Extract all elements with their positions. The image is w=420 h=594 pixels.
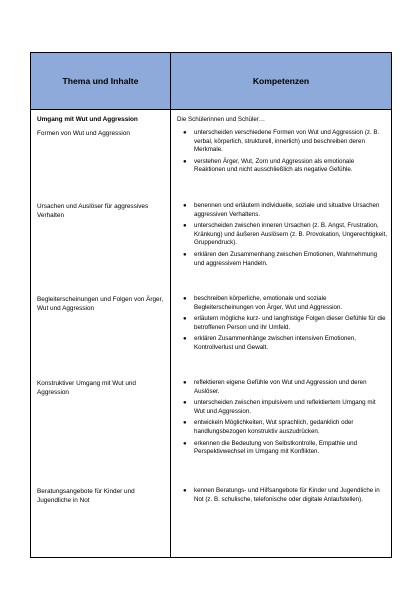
bullet-icon: ● bbox=[183, 296, 187, 302]
competency-block bbox=[177, 379, 387, 487]
competency-list bbox=[177, 487, 387, 504]
topic-block bbox=[37, 379, 166, 487]
list-item-text: erkennen die Bedeutung von Selbstkontrolle, Empathie und Perspektivwechsel im Umgang mit Konflikten. bbox=[194, 439, 358, 456]
list-item bbox=[183, 399, 387, 416]
topic-block bbox=[37, 129, 166, 202]
list-item-text: erläutern mögliche kurz- und langfristige Folgen dieser Gefühle für die betroffenen Person und ihr Umfeld. bbox=[194, 315, 386, 331]
list-item bbox=[183, 419, 387, 436]
list-item bbox=[183, 129, 387, 155]
list-item bbox=[183, 250, 387, 268]
list-item-text: unterscheiden zwischen inneren Ursachen (z. B. Angst, Frustration, Kränkung) und äußeren Auslösern (z. B. Provokation, Ungerechtigkeit, Gruppendruck). bbox=[194, 222, 387, 247]
list-item bbox=[183, 157, 387, 175]
topic-label: Konstruktiver Umgang mit Wut und Aggression bbox=[37, 380, 136, 396]
list-item bbox=[183, 295, 387, 312]
bullet-icon: ● bbox=[183, 400, 187, 407]
list-item-text: unterscheiden verschiedene Formen von Wut und Aggression (z. B. verbal, körperlich, strukturell, innerlich) und beschreiben deren Merkmale. bbox=[194, 129, 380, 154]
competency-list bbox=[177, 129, 387, 175]
topic-label: Beratungsangebote für Kinder und Jugendliche in Not bbox=[37, 488, 135, 504]
table-body-row bbox=[31, 110, 392, 558]
bullet-icon: ● bbox=[183, 420, 187, 427]
header-competencies: Kompetenzen bbox=[171, 53, 392, 110]
list-item bbox=[183, 487, 387, 504]
list-item-text: benennen und erläutern individuelle, soziale und situative Ursachen aggressiven Verhaltens. bbox=[194, 202, 380, 218]
bullet-icon: ● bbox=[183, 203, 187, 209]
bullet-icon: ● bbox=[183, 316, 187, 323]
bullet-icon: ● bbox=[183, 440, 187, 447]
table-header-row bbox=[31, 53, 392, 110]
list-item bbox=[183, 439, 387, 457]
competency-list bbox=[177, 202, 387, 268]
bullet-icon: ● bbox=[183, 251, 187, 258]
section-title: Umgang mit Wut und Aggression bbox=[37, 116, 138, 123]
bullet-icon: ● bbox=[183, 336, 187, 343]
list-item-text: unterscheiden zwischen impulsivem und reflektiertem Umgang mit Wut und Aggression. bbox=[194, 399, 376, 415]
list-item-text: reflektieren eigene Gefühle von Wut und Aggression und deren Auslöser. bbox=[194, 379, 367, 395]
competency-list bbox=[177, 379, 387, 457]
list-item bbox=[183, 379, 387, 396]
topic-block bbox=[37, 487, 166, 557]
topic-label: Formen von Wut und Aggression bbox=[37, 130, 130, 137]
topic-label: Begleiterscheinungen und Folgen von Ärger, Wut und Aggression bbox=[37, 296, 164, 312]
list-item bbox=[183, 202, 387, 219]
bullet-icon: ● bbox=[183, 130, 187, 136]
list-item-text: erklären den Zusammenhang zwischen Emotionen, Wahrnehmung und aggressivem Handeln. bbox=[194, 250, 378, 267]
list-item bbox=[183, 222, 387, 248]
competency-block bbox=[177, 202, 387, 295]
list-item bbox=[183, 335, 387, 352]
topic-block bbox=[37, 295, 166, 379]
topics-cell bbox=[31, 110, 171, 558]
bullet-icon: ● bbox=[183, 223, 187, 230]
list-item-text: verstehen Ärger, Wut, Zorn und Aggression als emotionale Reaktionen und nicht ausschließlich als negative Gefühle. bbox=[194, 157, 355, 174]
bullet-icon: ● bbox=[183, 158, 187, 165]
list-item-text: entwickeln Möglichkeiten, Wut sprachlich, gedanklich oder handlungsbezogen konstruktiv auszudrücken. bbox=[194, 419, 354, 435]
competency-block bbox=[177, 487, 387, 557]
header-topics: Thema und Inhalte bbox=[31, 53, 171, 110]
topic-block bbox=[37, 202, 166, 295]
competency-list bbox=[177, 295, 387, 353]
topic-label: Ursachen und Auslöser für aggressives Verhalten bbox=[37, 203, 149, 219]
intro-text: Die Schülerinnen und Schüler… bbox=[177, 116, 266, 123]
list-item bbox=[183, 315, 387, 332]
competency-table bbox=[30, 52, 392, 558]
list-item-text: beschreiben körperliche, emotionale und soziale Begleiterscheinungen von Ärger, Wut und Aggression. bbox=[194, 295, 343, 311]
list-item-text: erklären Zusammenhänge zwischen intensiven Emotionen, Kontrollverlust und Gewalt. bbox=[194, 335, 356, 351]
competencies-cell bbox=[171, 110, 392, 558]
bullet-icon: ● bbox=[183, 488, 187, 494]
list-item-text: kennen Beratungs- und Hilfsangebote für Kinder und Jugendliche in Not (z. B. schulische, telefonische oder digitale Anlaufstellen). bbox=[194, 487, 380, 503]
competency-block bbox=[177, 295, 387, 379]
bullet-icon: ● bbox=[183, 380, 187, 386]
competency-block bbox=[177, 129, 387, 202]
